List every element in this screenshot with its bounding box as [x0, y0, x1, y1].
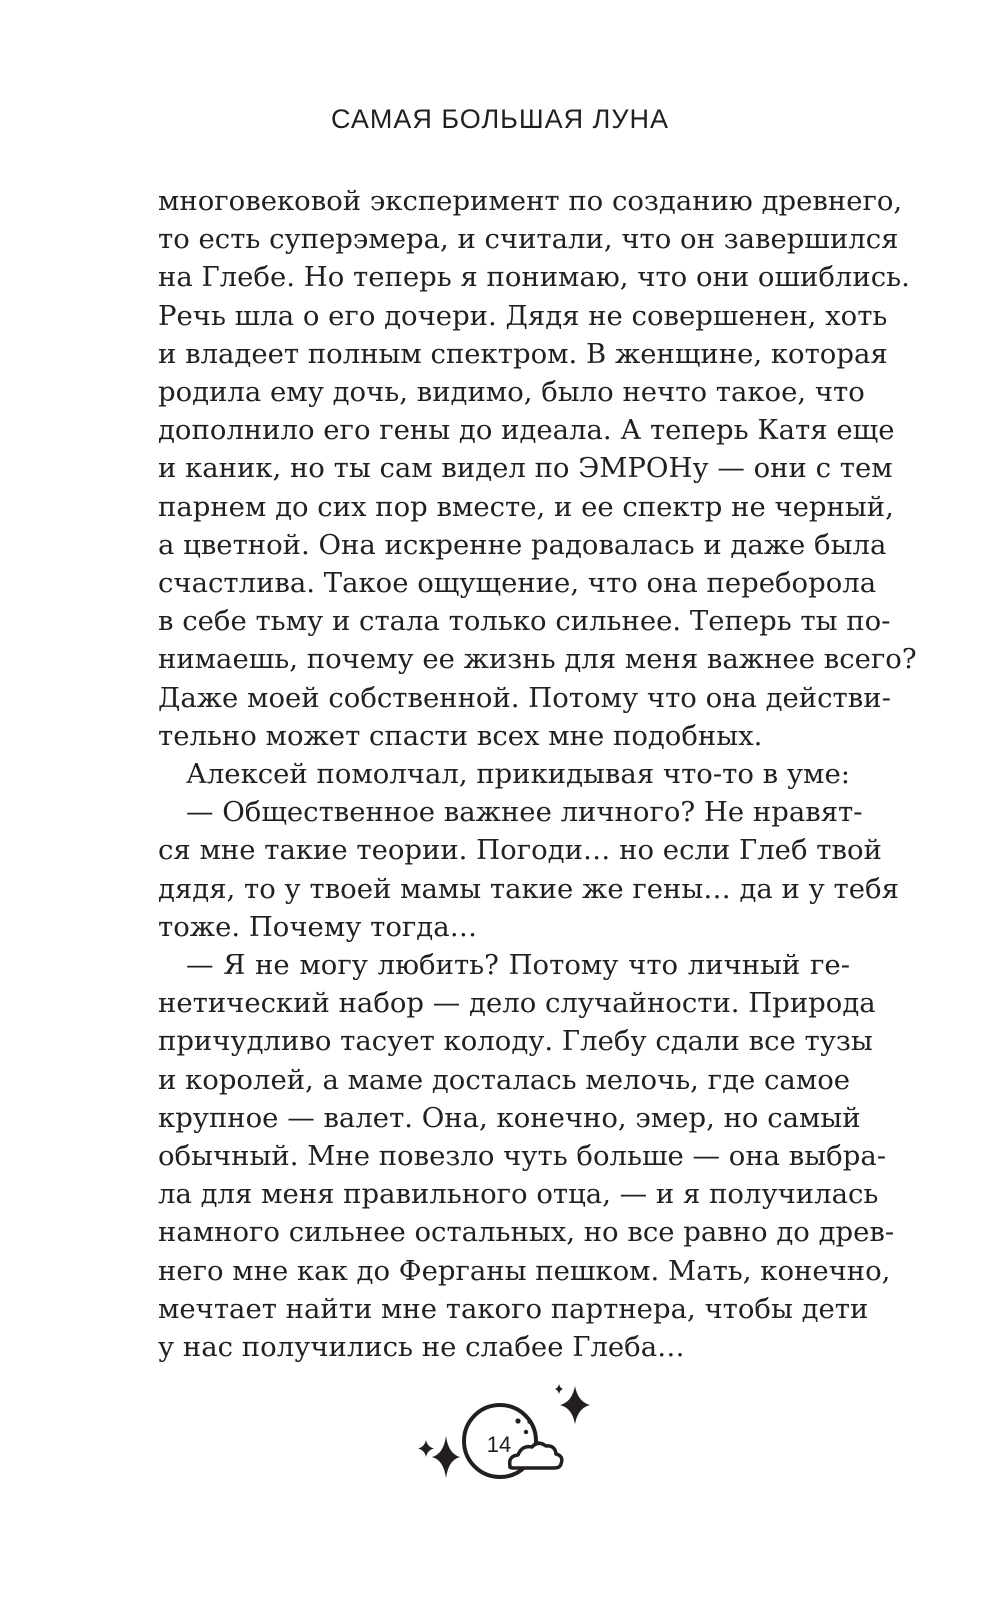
text-line: дядя, то у твоей мамы такие же гены… да и у тебя [158, 872, 899, 905]
text-line: крупное — валет. Она, конечно, эмер, но самый [158, 1101, 861, 1134]
text-line: парнем до сих пор вместе, и ее спектр не черный, [158, 490, 894, 523]
text-line: то есть суперэмера, и считали, что он завершился [158, 223, 899, 256]
text-line: ся мне такие теории. Погоди… но если Глеб твой [158, 834, 882, 867]
text-line: ла для меня правильного отца, — и я получилась [158, 1178, 879, 1211]
text-line: намного сильнее остальных, но все равно до древ- [158, 1216, 895, 1249]
text-line: Речь шла о его дочери. Дядя не совершенен, хоть [158, 299, 888, 332]
sparkle-icon-large [432, 1436, 460, 1478]
text-line: многовековой эксперимент по созданию древнего, [158, 185, 903, 217]
text-line: обычный. Мне повезло чуть больше — она выбра- [158, 1140, 887, 1173]
text-line: тельно может спасти всех мне подобных. [158, 719, 763, 752]
sparkle-icon-right [560, 1386, 590, 1424]
text-line: мечтает найти мне такого партнера, чтобы дети [158, 1292, 869, 1325]
text-line: у нас получились не слабее Глеба… [158, 1331, 685, 1364]
text-line: а цветной. Она искренне радовалась и даже была [158, 528, 887, 561]
text-line: нимаешь, почему ее жизнь для меня важнее всего? [158, 643, 917, 676]
text-line: Даже моей собственной. Потому что она действи- [158, 681, 891, 714]
text-line: и владеет полным спектром. В женщине, которая [158, 337, 888, 370]
text-line: нетический набор — дело случайности. Природа [158, 987, 876, 1020]
text-line: — Общественное важнее личного? Не нравят- [186, 796, 863, 829]
text-line: него мне как до Ферганы пешком. Мать, конечно, [158, 1254, 891, 1287]
text-line: тоже. Почему тогда… [158, 910, 478, 943]
text-line: в себе тьму и стала только сильнее. Теперь ты по- [158, 605, 891, 638]
page-number: 14 [486, 1432, 512, 1457]
sparkle-icon-small [418, 1440, 434, 1457]
text-line: причудливо тасует колоду. Глебу сдали все тузы [158, 1025, 873, 1058]
text-line: родила ему дочь, видимо, было нечто такое, что [158, 376, 865, 409]
text-line: дополнило его гены до идеала. А теперь Катя еще [158, 414, 895, 447]
text-line: счастлива. Такое ощущение, что она переборола [158, 567, 877, 600]
text-line: и каник, но ты сам видел по ЭМРОНу — они с тем [158, 452, 893, 485]
text-line: на Глебе. Но теперь я понимаю, что они ошиблись. [158, 261, 910, 294]
sparkle-icon-tiny [555, 1384, 563, 1394]
text-line: Алексей помолчал, прикидывая что-то в уме: [186, 758, 850, 791]
body-text [158, 182, 917, 1366]
text-line: и королей, а маме досталась мелочь, где самое [158, 1063, 851, 1096]
running-head: САМАЯ БОЛЬШАЯ ЛУНА [330, 104, 670, 134]
text-line: — Я не могу любить? Потому что личный ге- [186, 949, 850, 982]
